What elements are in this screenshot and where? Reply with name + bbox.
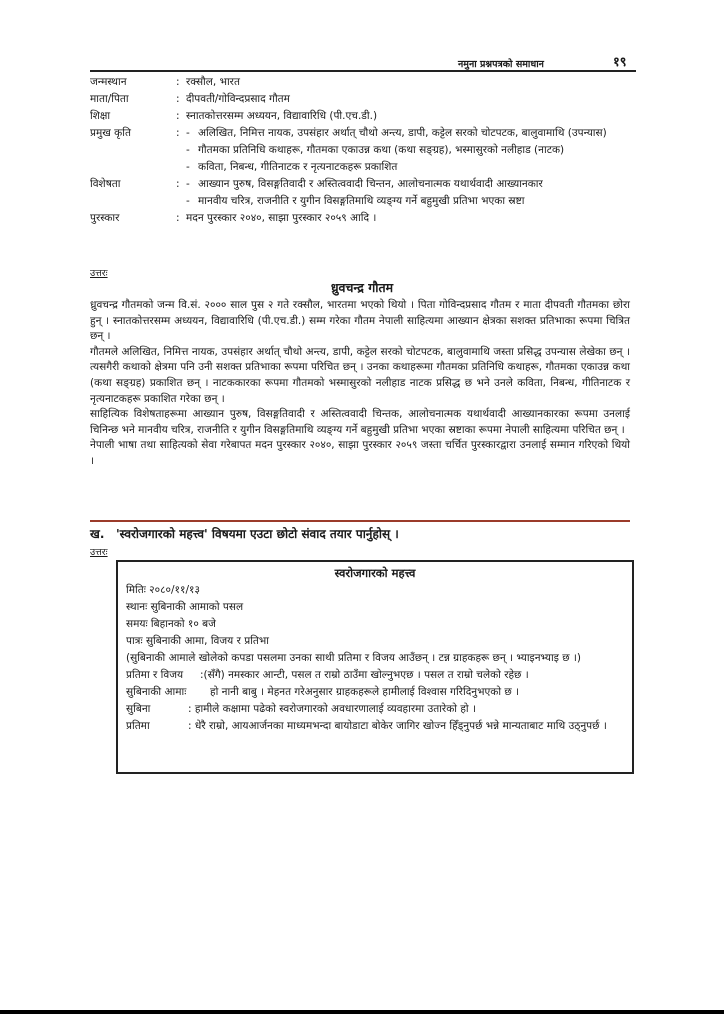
page-number: १९ [613, 55, 627, 70]
bio-heading: ध्रुवचन्द्र गौतम [330, 280, 394, 295]
profile-key: जन्मस्थान [90, 76, 127, 88]
profile-value: रक्सौल, भारत [186, 76, 240, 88]
speaker-text: :(सँगै) नमस्कार आन्टी, पसल त राम्रो ठाउँमा खोल्नुभएछ । पसल त राम्रो चलेको रहेछ । [200, 669, 529, 681]
bio-body [90, 298, 630, 470]
bio-paragraph: गौतमले अलिखित, निमित्त नायक, उपसंहार अर्थात् चौथो अन्त्य, डापी, कट्टेल सरको चोटपटक, बालुवामाथि जस्ता प्रसिद्ध उपन्यास लेखेका छन् । त्यसगैरी कथाको क्षेत्रमा पनि उनी सशक्त प्रतिभाका रूपमा परिचित छन् । उनका कथाहरूमा गौतमका प्रतिनिधि कथाहरू, गौतमका एकाउन्न कथा (कथा सङ्ग्रह) प्रकाशित छन् । नाटककारका रूपमा गौतमको भस्मासुरको नलीहाड नाटक प्रसिद्ध छ भने उनले कविता, निबन्ध, गीतिनाटक र नृत्यनाटकहरू प्रकाशित गरेका छन् । [90, 345, 630, 405]
features-item: - आख्यान पुरुष, विसङ्गतिवादी र अस्तित्ववादी चिन्तन, आलोचनात्मक यथार्थवादी आख्यानकार [186, 178, 543, 190]
dialogue-line [126, 684, 626, 701]
profile-row-award: पुरस्कार : मदन पुरस्कार २०४०, साझा पुरस्कार २०५९ आदि । [90, 210, 630, 227]
profile-key: शिक्षा [90, 110, 111, 122]
speaker-name: प्रतिमा र विजय [126, 669, 184, 681]
profile-key: प्रमुख कृति [90, 127, 131, 139]
profile-value: दीपवती/गोविन्दप्रसाद गौतम [186, 93, 290, 105]
profile-row-works: प्रमुख कृति : - अलिखित, निमित्त नायक, उपसंहार अर्थात् चौथो अन्त्य, डापी, कट्टेल सरको चोटपटक, बालुवामाथि (उपन्यास) - गौतमका प्रतिनिधि कथाहरू, गौतमका एकाउन्न कथा (कथा सङ्ग्रह), भस्मासुरको नलीहाड (नाटक) - कविता, निबन्ध, गीतिनाटक र नृत्यनाटकहरू प्रकाशित [90, 125, 630, 176]
question-number: ख. [90, 527, 105, 541]
profile-row-birthplace: जन्मस्थान : रक्सौल, भारत [90, 74, 630, 91]
bio-paragraph: ध्रुवचन्द्र गौतमको जन्म वि.सं. २००० साल पुस २ गते रक्सौल, भारतमा भएको थियो । पिता गोविन्दप्रसाद गौतम र माता दीपवती गौतमका छोरा हुन् । स्नातकोत्तरसम्म अध्ययन, विद्यावारिधि (पी.एच.डी.) सम्म गरेका गौतम नेपाली साहित्यमा आख्यान क्षेत्रका सशक्त प्रतिभाका रूपमा चित्रित छन् । [90, 299, 630, 343]
header-rule [90, 70, 636, 72]
dialogue-title: स्वरोजगारको महत्त्व [334, 566, 416, 580]
dialogue-stage-note: (सुबिनाकी आमाले खोलेको कपडा पसलमा उनका साथी प्रतिमा र विजय आउँछन् । टन्न ग्राहकहरू छन् । भ्याइनभ्याइ छ ।) [126, 652, 581, 664]
features-item: - मानवीय चरित्र, राजनीति र युगीन विसङ्गतिमाथि व्यङ्ग्य गर्ने बहुमुखी प्रतिभा भएका स्रष्टा [186, 195, 525, 207]
profile-key: पुरस्कार [90, 212, 120, 224]
profile-table [90, 74, 630, 227]
profile-key: विशेषता [90, 178, 121, 190]
dialogue-line [126, 718, 626, 735]
dialogue-box [116, 560, 634, 774]
dialogue-characters: पात्रः सुबिनाकी आमा, विजय र प्रतिभा [126, 635, 270, 647]
speaker-text: हो नानी बाबु । मेहनत गरेअनुसार ग्राहकहरूले हामीलाई विश्वास गरिदिनुभएको छ । [210, 686, 520, 698]
bio-paragraph: साहित्यिक विशेषताहरूमा आख्यान पुरुष, विसङ्गतिवादी र अस्तित्ववादी चिन्तक, आलोचनात्मक यथार्थवादी आख्यानकारका रूपमा उनलाई चिनिन्छ भने मानवीय चरित्र, राजनीति र युगीन विसङ्गतिमाथि व्यङ्ग्य गर्ने बहुमुखी प्रतिभा भएका स्रष्टाका रूपमा नेपाली साहित्यमा परिचित छन् । [90, 408, 630, 436]
profile-row-parents: माता/पिता : दीपवती/गोविन्दप्रसाद गौतम [90, 91, 630, 108]
profile-row-features: विशेषता : - आख्यान पुरुष, विसङ्गतिवादी र अस्तित्ववादी चिन्तन, आलोचनात्मक यथार्थवादी आख्यानकार - मानवीय चरित्र, राजनीति र युगीन विसङ्गतिमाथि व्यङ्ग्य गर्ने बहुमुखी प्रतिभा भएका स्रष्टा [90, 176, 630, 210]
answer-label: उत्तरः [90, 547, 108, 558]
works-item: - अलिखित, निमित्त नायक, उपसंहार अर्थात् चौथो अन्त्य, डापी, कट्टेल सरको चोटपटक, बालुवामाथि (उपन्यास) [186, 127, 607, 139]
speaker-text: : हामीले कक्षामा पढेको स्वरोजगारको अवधारणालाई व्यवहारमा उतारेको हो । [188, 703, 476, 715]
speaker-name: प्रतिमा [126, 720, 150, 732]
dialogue-date: मितिः २०८०/११/१३ [126, 584, 200, 596]
speaker-name: सुबिनाकी आमाः [126, 686, 187, 698]
question [90, 525, 630, 542]
profile-value: मदन पुरस्कार २०४०, साझा पुरस्कार २०५९ आदि । [186, 212, 377, 224]
profile-value: स्नातकोत्तरसम्म अध्ययन, विद्यावारिधि (पी.एच.डी.) [186, 110, 378, 122]
dialogue-line [126, 667, 626, 684]
speaker-text: : धेरै राम्रो, आयआर्जनका माध्यमभन्दा बायोडाटा बोकेर जागिर खोज्न हिँड्नुपर्छ भन्ने मान्यताबाट माथि उठ्नुपर्छ । [188, 720, 607, 732]
dialogue-body [126, 582, 626, 735]
footer-rule [0, 1010, 724, 1014]
profile-key: माता/पिता [90, 93, 129, 105]
speaker-name: सुबिना [126, 703, 151, 715]
dialogue-time: समयः बिहानको १० बजे [126, 618, 216, 630]
answer-label: उत्तरः [90, 268, 108, 279]
dialogue-line [126, 701, 626, 718]
works-item: - कविता, निबन्ध, गीतिनाटक र नृत्यनाटकहरू प्रकाशित [186, 161, 398, 173]
question-text: 'स्वरोजगारको महत्त्व' विषयमा एउटा छोटो संवाद तयार पार्नुहोस् । [116, 527, 399, 541]
running-header: नमुना प्रश्नपत्रको समाधान [458, 59, 544, 70]
profile-row-education: शिक्षा : स्नातकोत्तरसम्म अध्ययन, विद्यावारिधि (पी.एच.डी.) [90, 108, 630, 125]
question-divider [90, 520, 630, 522]
bio-paragraph: नेपाली भाषा तथा साहित्यको सेवा गरेबापत मदन पुरस्कार २०४०, साझा पुरस्कार २०५९ जस्ता चर्चित पुरस्कारद्वारा उनलाई सम्मान गरिएको थियो । [90, 439, 630, 467]
dialogue-place: स्थानः सुबिनाकी आमाको पसल [126, 601, 244, 613]
works-item: - गौतमका प्रतिनिधि कथाहरू, गौतमका एकाउन्न कथा (कथा सङ्ग्रह), भस्मासुरको नलीहाड (नाटक) [186, 144, 565, 156]
